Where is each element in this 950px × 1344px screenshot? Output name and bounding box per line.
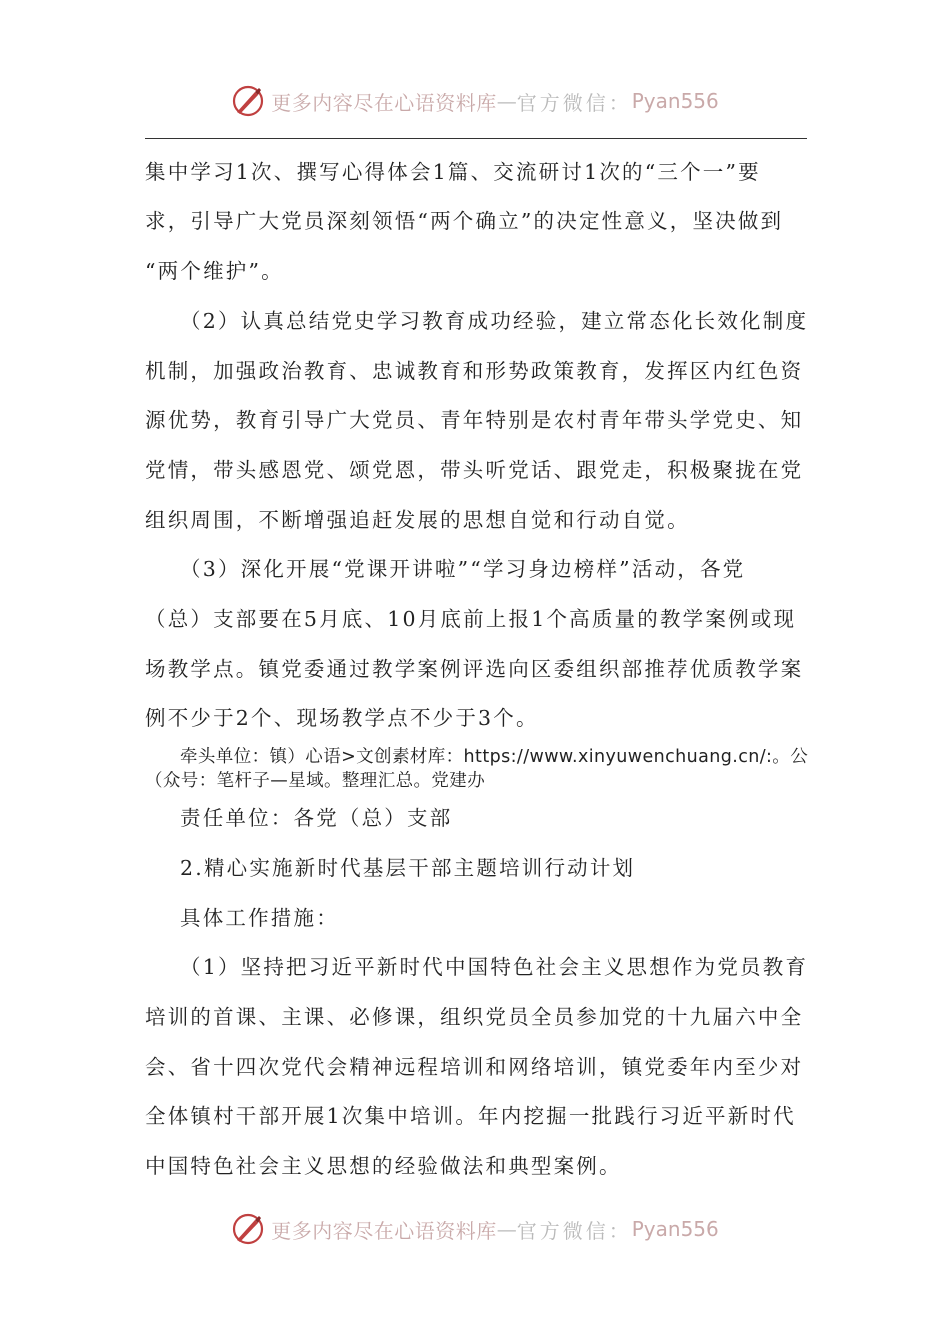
banner-wechat-id: Pyan556 <box>631 89 719 113</box>
header-divider <box>145 138 807 139</box>
text-line: 场教学点。镇党委通过教学案例评选向区委组织部推荐优质教学案 <box>145 657 804 681</box>
text-line: 具体工作措施： <box>180 906 339 930</box>
header-banner <box>0 84 950 118</box>
text-line: 例不少于2个、现场教学点不少于3个。 <box>145 706 539 730</box>
text-line: 源优势，教育引导广大党员、青年特别是农村青年带头学党史、知 <box>145 408 804 432</box>
text-line: （2）认真总结党史学习教育成功经验，建立常态化长效化制度 <box>180 309 809 333</box>
footer-banner <box>0 1212 950 1246</box>
pen-logo-icon <box>231 1212 265 1246</box>
banner-main-text: 更多内容尽在心语资料库 <box>271 1218 497 1243</box>
text-line: “两个维护”。 <box>145 259 284 283</box>
section-heading: 2.精心实施新时代基层干部主题培训行动计划 <box>180 856 636 880</box>
text-line: 机制，加强政治教育、忠诚教育和形势政策教育，发挥区内红色资 <box>145 359 804 383</box>
text-line: 中国特色社会主义思想的经验做法和典型案例。 <box>145 1154 622 1178</box>
text-line: 集中学习1次、撰写心得体会1篇、交流研讨1次的“三个一”要 <box>145 160 761 184</box>
text-line: （1）坚持把习近平新时代中国特色社会主义思想作为党员教育 <box>180 955 809 979</box>
text-line: 党情，带头感恩党、颂党恩，带头听党话、跟党走，积极聚拢在党 <box>145 458 804 482</box>
text-line: 全体镇村干部开展1次集中培训。年内挖掘一批践行习近平新时代 <box>145 1104 796 1128</box>
banner-wechat-label: 官方微信： <box>516 1218 632 1243</box>
banner-separator: — <box>496 1217 517 1241</box>
responsible-unit-line: 责任单位：各党（总）支部 <box>180 806 453 830</box>
banner-separator: — <box>496 89 517 113</box>
text-line: 会、省十四次党代会精神远程培训和网络培训，镇党委年内至少对 <box>145 1055 804 1079</box>
pen-logo-icon <box>231 84 265 118</box>
text-line: 组织周围，不断增强追赶发展的思想自觉和行动自觉。 <box>145 508 690 532</box>
banner-main-text: 更多内容尽在心语资料库 <box>271 90 497 115</box>
text-line: 求，引导广大党员深刻领悟“两个确立”的决定性意义，坚决做到 <box>145 209 784 233</box>
lead-unit-line: 牵头单位：镇）心语>文创素材库：https://www.xinyuwenchuang.cn/:。公 <box>180 747 809 767</box>
text-line: 培训的首课、主课、必修课，组织党员全员参加党的十九届六中全 <box>145 1005 804 1029</box>
lead-unit-line: （众号：笔杆子—星域。整理汇总。党建办 <box>145 771 486 791</box>
banner-wechat-id: Pyan556 <box>631 1217 719 1241</box>
banner-wechat-label: 官方微信： <box>516 90 632 115</box>
text-line: （3）深化开展“党课开讲啦”“学习身边榜样”活动，各党 <box>180 557 746 581</box>
text-line: （总）支部要在5月底、10月底前上报1个高质量的教学案例或现 <box>145 607 797 631</box>
